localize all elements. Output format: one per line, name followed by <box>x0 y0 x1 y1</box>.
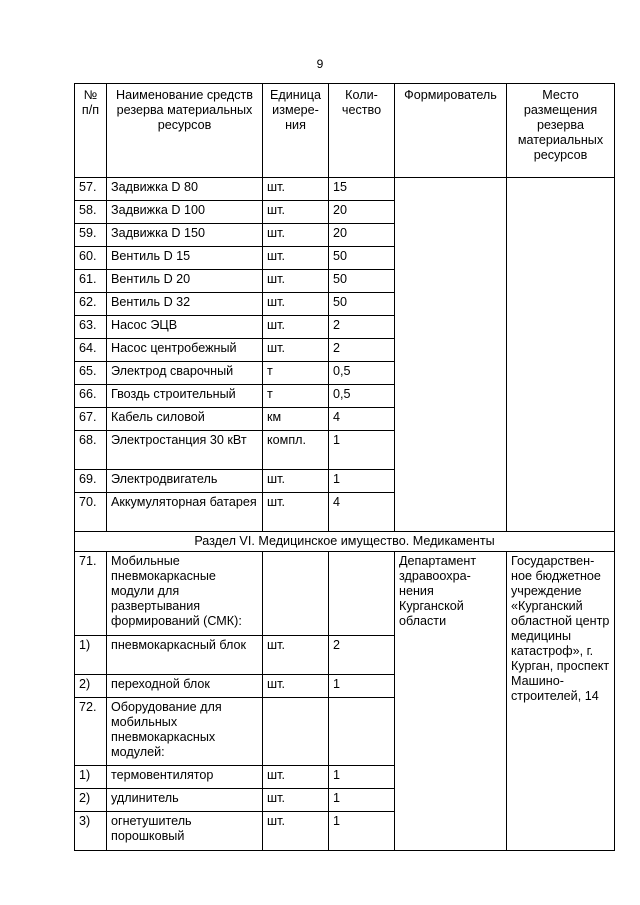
row-unit: шт. <box>263 201 329 224</box>
row-num: 2) <box>75 675 107 698</box>
row-qty: 1 <box>329 675 395 698</box>
page-number: 9 <box>316 57 324 71</box>
row-num: 63. <box>75 316 107 339</box>
place-cell-empty <box>507 178 615 532</box>
row-num: 65. <box>75 362 107 385</box>
row-num: 59. <box>75 224 107 247</box>
row-qty: 50 <box>329 247 395 270</box>
row-name: пневмокаркасный блок <box>107 636 263 675</box>
row-num: 72. <box>75 698 107 766</box>
row-qty: 1 <box>329 766 395 789</box>
row-name: Вентиль D 32 <box>107 293 263 316</box>
row-num: 68. <box>75 431 107 470</box>
row-qty <box>329 698 395 766</box>
row-name: Мобильные пневмокаркасные модули для развертывания формирований (СМК): <box>107 552 263 636</box>
row-qty: 2 <box>329 316 395 339</box>
row-qty: 0,5 <box>329 385 395 408</box>
row-unit: шт. <box>263 178 329 201</box>
row-num: 70. <box>75 493 107 532</box>
row-unit: шт. <box>263 470 329 493</box>
row-name: Электродвигатель <box>107 470 263 493</box>
row-name: Электростанция 30 кВт <box>107 431 263 470</box>
header-qty: Коли-чество <box>329 84 395 178</box>
table-header-row <box>75 84 615 178</box>
row-unit: шт. <box>263 636 329 675</box>
row-num: 3) <box>75 812 107 851</box>
row-unit: км <box>263 408 329 431</box>
former-cell-empty <box>395 178 507 532</box>
row-num: 64. <box>75 339 107 362</box>
row-name: Насос центробежный <box>107 339 263 362</box>
header-num: № п/п <box>75 84 107 178</box>
section-v-rows <box>75 178 615 532</box>
row-name: Задвижка D 100 <box>107 201 263 224</box>
row-qty: 2 <box>329 339 395 362</box>
row-name: Кабель силовой <box>107 408 263 431</box>
row-name: Вентиль D 15 <box>107 247 263 270</box>
row-num: 57. <box>75 178 107 201</box>
row-unit: шт. <box>263 675 329 698</box>
table-row <box>75 178 615 201</box>
row-qty: 50 <box>329 293 395 316</box>
row-name: Задвижка D 150 <box>107 224 263 247</box>
row-name: термовентилятор <box>107 766 263 789</box>
row-qty: 2 <box>329 636 395 675</box>
row-qty <box>329 552 395 636</box>
row-name: Вентиль D 20 <box>107 270 263 293</box>
row-name: Аккумуляторная батарея <box>107 493 263 532</box>
row-qty: 1 <box>329 470 395 493</box>
row-unit <box>263 552 329 636</box>
row-num: 69. <box>75 470 107 493</box>
row-num: 58. <box>75 201 107 224</box>
row-num: 1) <box>75 636 107 675</box>
header-place: Место размещения резерва материальных ресурсов <box>507 84 615 178</box>
row-unit: шт. <box>263 766 329 789</box>
row-unit: шт. <box>263 316 329 339</box>
row-name: удлинитель <box>107 789 263 812</box>
row-qty: 15 <box>329 178 395 201</box>
row-num: 62. <box>75 293 107 316</box>
table-row <box>75 552 615 636</box>
row-qty: 20 <box>329 201 395 224</box>
row-name: Оборудование для мобильных пневмокаркасных модулей: <box>107 698 263 766</box>
row-num: 61. <box>75 270 107 293</box>
section-title: Раздел VI. Медицинское имущество. Медикаменты <box>75 532 615 552</box>
row-name: огнетушитель порошковый <box>107 812 263 851</box>
section-vi-rows <box>75 552 615 851</box>
row-unit: т <box>263 385 329 408</box>
former-cell: Департамент здравоохра-нения Курганской области <box>395 552 507 851</box>
row-qty: 1 <box>329 789 395 812</box>
place-cell: Государствен-ное бюджетное учреждение «Курганский областной центр медицины катастроф», г. Курган, проспект Машино-строителей, 14 <box>507 552 615 851</box>
row-unit: компл. <box>263 431 329 470</box>
row-unit: шт. <box>263 789 329 812</box>
row-qty: 4 <box>329 493 395 532</box>
row-num: 67. <box>75 408 107 431</box>
row-name: Задвижка D 80 <box>107 178 263 201</box>
section-row <box>75 532 615 552</box>
row-qty: 50 <box>329 270 395 293</box>
row-name: переходной блок <box>107 675 263 698</box>
reserve-table <box>74 83 615 851</box>
header-name: Наименование средств резерва материальных ресурсов <box>107 84 263 178</box>
row-num: 1) <box>75 766 107 789</box>
row-name: Гвоздь строительный <box>107 385 263 408</box>
row-num: 60. <box>75 247 107 270</box>
row-unit: шт. <box>263 270 329 293</box>
row-unit: шт. <box>263 224 329 247</box>
row-qty: 1 <box>329 431 395 470</box>
row-name: Насос ЭЦВ <box>107 316 263 339</box>
row-num: 71. <box>75 552 107 636</box>
row-qty: 4 <box>329 408 395 431</box>
header-former: Формирователь <box>395 84 507 178</box>
row-qty: 1 <box>329 812 395 851</box>
row-qty: 0,5 <box>329 362 395 385</box>
header-unit: Единица измере-ния <box>263 84 329 178</box>
row-num: 2) <box>75 789 107 812</box>
row-unit: шт. <box>263 339 329 362</box>
row-qty: 20 <box>329 224 395 247</box>
row-unit: шт. <box>263 493 329 532</box>
row-unit: т <box>263 362 329 385</box>
row-name: Электрод сварочный <box>107 362 263 385</box>
row-num: 66. <box>75 385 107 408</box>
row-unit <box>263 698 329 766</box>
row-unit: шт. <box>263 812 329 851</box>
row-unit: шт. <box>263 293 329 316</box>
row-unit: шт. <box>263 247 329 270</box>
